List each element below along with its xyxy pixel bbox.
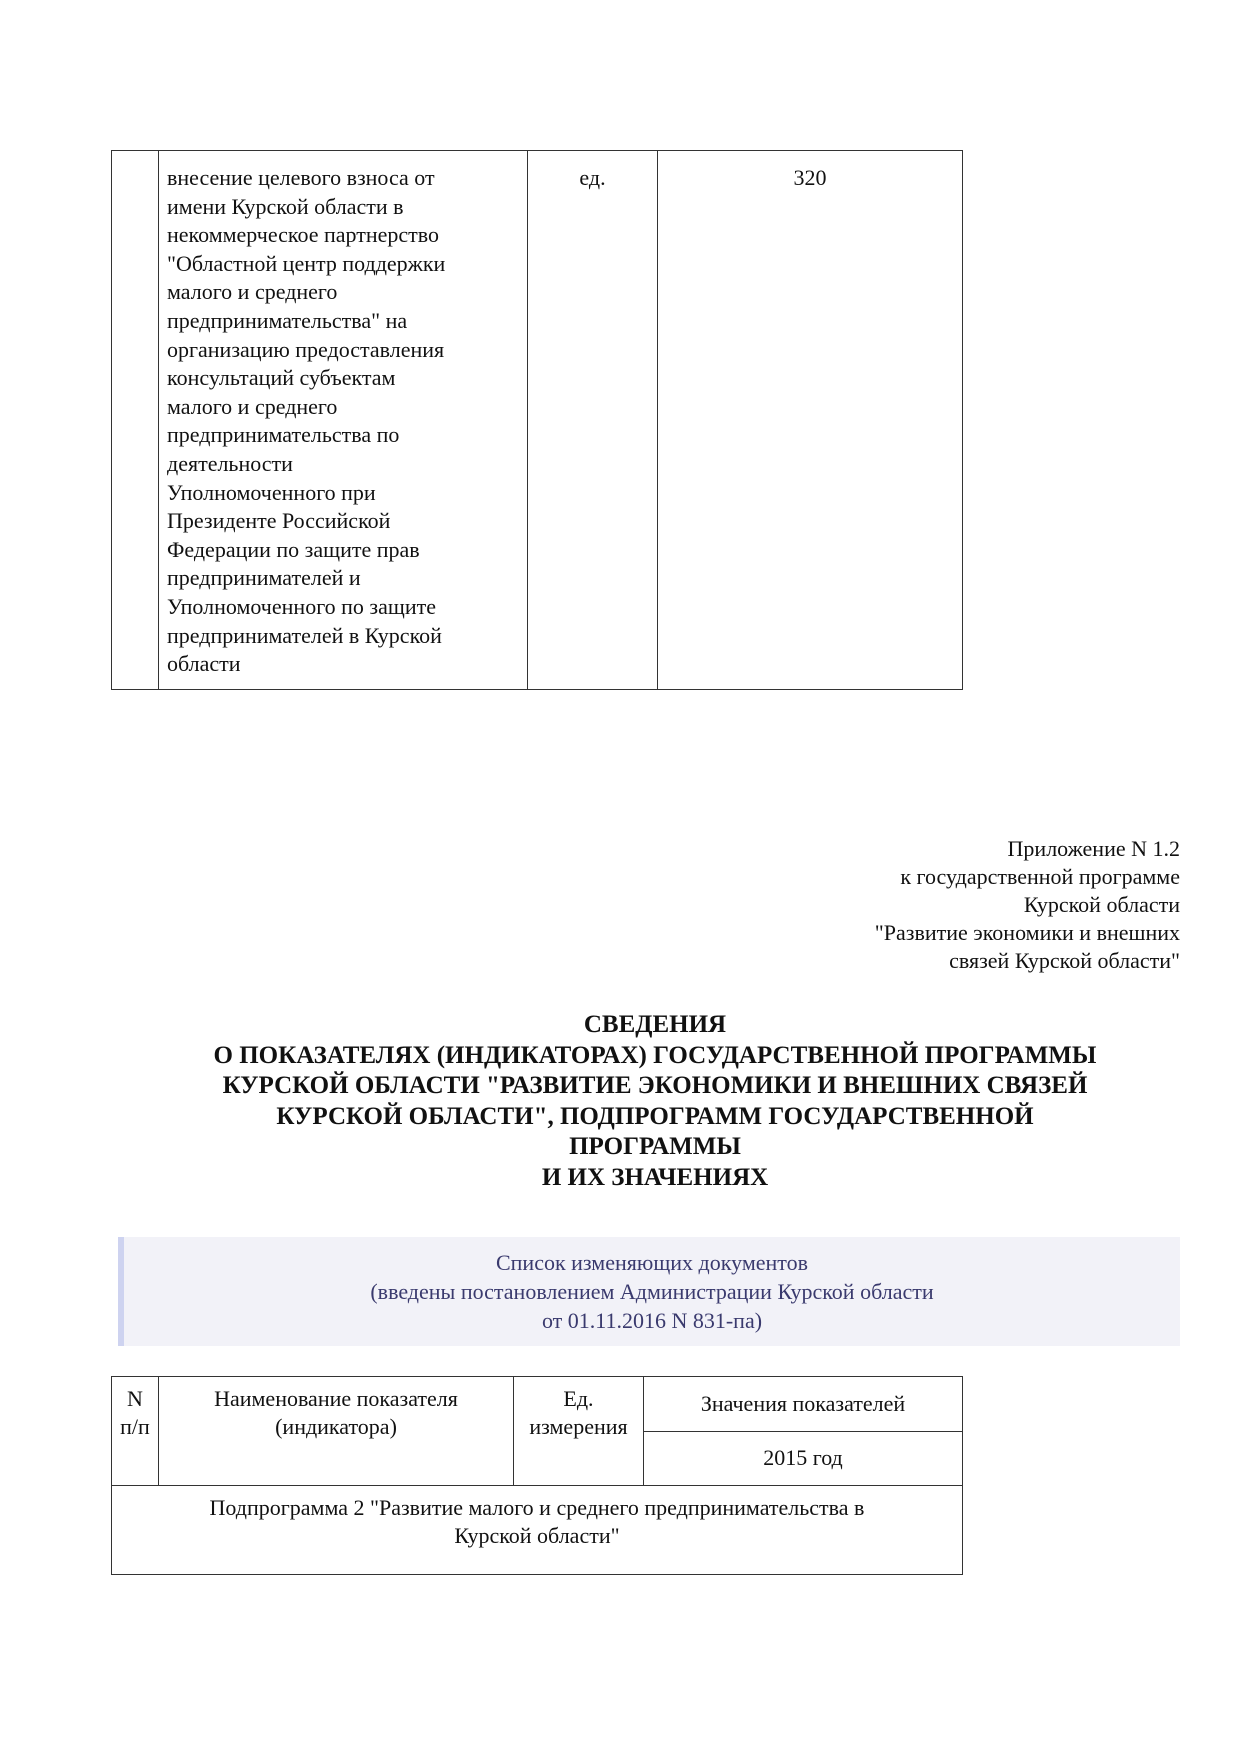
table-header-row bbox=[112, 1377, 963, 1432]
amendments-line: от 01.11.2016 N 831-па) bbox=[541, 1308, 763, 1333]
name-line: предпринимательства по bbox=[167, 422, 400, 448]
indicator-name-cell bbox=[159, 151, 528, 690]
subprogram-text: Подпрограмма 2 "Развитие малого и среднего предпринимательства в bbox=[209, 1495, 865, 1520]
appendix-line: к государственной программе bbox=[900, 864, 1180, 889]
title-line: ПРОГРАММЫ bbox=[569, 1133, 741, 1160]
amendments-heading: Список изменяющих документов bbox=[495, 1250, 808, 1275]
header-unit bbox=[514, 1377, 644, 1486]
name-line: Федерации по защите прав bbox=[167, 536, 420, 562]
name-line: предпринимателей в Курской bbox=[167, 622, 442, 648]
document-title bbox=[120, 1010, 1190, 1193]
header-indicator-name bbox=[159, 1377, 514, 1486]
title-line: О ПОКАЗАТЕЛЯХ (ИНДИКАТОРАХ) ГОСУДАРСТВЕННОЙ ПРОГРАММЫ bbox=[213, 1041, 1097, 1069]
title-line: И ИХ ЗНАЧЕНИЯХ bbox=[541, 1163, 769, 1191]
name-line: предпринимателей и bbox=[167, 565, 361, 591]
row-number-cell bbox=[112, 151, 159, 690]
name-line: консультаций субъектам bbox=[167, 365, 396, 391]
header-text: Наименование показателя bbox=[214, 1386, 458, 1411]
header-text: Ед. bbox=[563, 1386, 594, 1411]
appendix-line: Приложение N 1.2 bbox=[1007, 836, 1180, 861]
name-line: деятельности bbox=[167, 450, 293, 476]
name-line: некоммерческое партнерство bbox=[167, 222, 440, 248]
appendix-line: Курской области bbox=[1023, 892, 1180, 917]
header-number bbox=[112, 1377, 159, 1486]
name-line: Уполномоченного при bbox=[167, 479, 376, 505]
unit-cell: ед. bbox=[528, 151, 658, 690]
value-cell: 320 bbox=[658, 151, 963, 690]
name-line: имени Курской области в bbox=[167, 193, 404, 219]
appendix-reference bbox=[875, 835, 1180, 975]
name-line: малого и среднего bbox=[167, 393, 338, 419]
appendix-line: "Развитие экономики и внешних bbox=[874, 920, 1180, 945]
header-year: 2015 год bbox=[644, 1431, 963, 1486]
name-line: Уполномоченного по защите bbox=[167, 593, 436, 619]
appendix-line: связей Курской области" bbox=[949, 948, 1180, 973]
name-line: "Областной центр поддержки bbox=[167, 250, 446, 276]
indicators-table bbox=[111, 1376, 963, 1575]
table-row bbox=[112, 151, 963, 690]
amendments-line: (введены постановлением Администрации Курской области bbox=[370, 1279, 934, 1304]
table-row bbox=[112, 1486, 963, 1575]
amendments-box bbox=[118, 1237, 1180, 1346]
header-indicator-values: Значения показателей bbox=[644, 1377, 963, 1432]
name-line: организацию предоставления bbox=[167, 336, 445, 362]
header-text: п/п bbox=[120, 1414, 150, 1439]
title-line: КУРСКОЙ ОБЛАСТИ "РАЗВИТИЕ ЭКОНОМИКИ И ВНЕШНИХ СВЯЗЕЙ bbox=[222, 1072, 1088, 1099]
name-line: Президенте Российской bbox=[167, 508, 391, 534]
subprogram-heading bbox=[112, 1486, 963, 1575]
continued-indicators-table bbox=[111, 150, 963, 690]
name-line: области bbox=[167, 651, 241, 677]
header-text: N bbox=[127, 1386, 143, 1411]
name-line: предпринимательства" на bbox=[167, 307, 408, 333]
subprogram-text: Курской области" bbox=[454, 1523, 620, 1548]
title-line: СВЕДЕНИЯ bbox=[583, 1011, 727, 1038]
title-line: КУРСКОЙ ОБЛАСТИ", ПОДПРОГРАММ ГОСУДАРСТВЕННОЙ bbox=[276, 1102, 1034, 1130]
header-text: (индикатора) bbox=[275, 1414, 397, 1439]
name-line: малого и среднего bbox=[167, 279, 338, 305]
header-text: измерения bbox=[529, 1414, 628, 1439]
name-line: внесение целевого взноса от bbox=[167, 165, 435, 190]
